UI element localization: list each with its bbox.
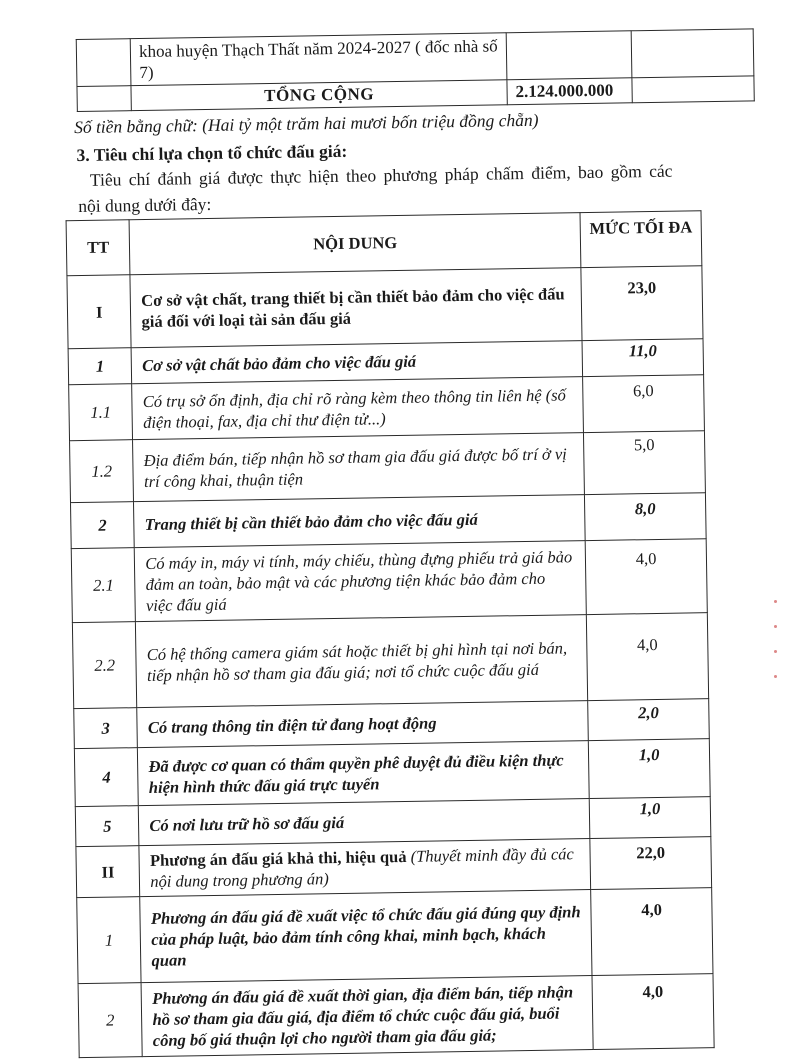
table-row bbox=[71, 539, 707, 623]
row-content: Có nơi lưu trữ hồ sơ đấu giá bbox=[139, 799, 590, 846]
row-max-score: 4,0 bbox=[592, 974, 714, 1050]
row-content-note: (Thuyết minh đầy đủ các nội dung trong phương án) bbox=[150, 844, 574, 891]
row-number: 2.1 bbox=[71, 548, 136, 623]
column-header-content: NỘI DUNG bbox=[129, 213, 581, 275]
row-max-score: 2,0 bbox=[588, 699, 709, 741]
section-heading: 3. Tiêu chí lựa chọn tổ chức đấu giá: bbox=[76, 140, 348, 166]
row-content: Có trang thông tin điện tử đang hoạt động bbox=[137, 701, 588, 748]
table-row bbox=[67, 266, 703, 349]
item-description: khoa huyện Thạch Thất năm 2024-2027 ( đốc nhà số 7) bbox=[130, 33, 506, 86]
row-max-score: 22,0 bbox=[590, 837, 712, 890]
table-row bbox=[78, 974, 714, 1058]
row-number: II bbox=[76, 846, 140, 898]
row-content: Phương án đấu giá đề xuất thời gian, địa điểm bán, tiếp nhận hồ sơ tham gia đấu giá, địa điểm tổ chức cuộc đấu giá, buổi công bố giá thuận lợi cho người tham gia đấu giá; bbox=[141, 976, 593, 1057]
row-content: Đã được cơ quan có thẩm quyền phê duyệt đủ điều kiện thực hiện hình thức đấu giá trực tuyến bbox=[138, 741, 590, 806]
row-content bbox=[139, 839, 591, 897]
row-max-score: 1,0 bbox=[588, 739, 710, 799]
row-max-score: 11,0 bbox=[582, 339, 703, 377]
table-row bbox=[74, 739, 710, 807]
table-cell bbox=[632, 76, 754, 103]
row-number: 4 bbox=[74, 748, 138, 807]
intro-text-line: Tiêu chí đánh giá được thực hiện theo phương pháp chấm điểm, bao gồm các bbox=[89, 160, 673, 190]
row-number: 1.2 bbox=[70, 440, 134, 503]
total-label: TỔNG CỘNG bbox=[131, 80, 507, 111]
row-number: 1.1 bbox=[69, 384, 133, 441]
total-amount: 2.124.000.000 bbox=[507, 78, 633, 105]
row-number: I bbox=[67, 275, 131, 349]
table-cell bbox=[631, 29, 753, 78]
row-number: 5 bbox=[75, 806, 139, 847]
row-number: 2.2 bbox=[72, 622, 137, 709]
row-content: Trang thiết bị cần thiết bảo đảm cho việc đấu giá bbox=[134, 495, 585, 548]
row-content-main: Phương án đấu giá khả thi, hiệu quả bbox=[149, 846, 407, 870]
row-number: 3 bbox=[74, 708, 138, 749]
row-max-score: 6,0 bbox=[583, 375, 705, 433]
row-content: Cơ sở vật chất, trang thiết bị cần thiết bảo đảm cho việc đấu giá đối với loại tài sản đấu giá bbox=[130, 268, 582, 348]
row-max-score: 5,0 bbox=[584, 431, 706, 495]
table-cell bbox=[76, 39, 131, 87]
intro-text-line: nội dung dưới đây: bbox=[78, 193, 212, 217]
criteria-table bbox=[66, 210, 715, 1058]
row-content: Phương án đấu giá đề xuất việc tổ chức đấu giá đúng quy định của pháp luật, bảo đảm tính công khai, minh bạch, khách quan bbox=[140, 890, 592, 983]
table-row bbox=[77, 888, 713, 984]
row-number: 2 bbox=[78, 983, 143, 1058]
row-max-score: 4,0 bbox=[585, 539, 707, 615]
row-max-score: 8,0 bbox=[585, 493, 707, 541]
scan-marks bbox=[774, 600, 778, 700]
row-content: Địa điểm bán, tiếp nhận hồ sơ tham gia đấu giá được bố trí ở vị trí công khai, thuận tiện bbox=[133, 433, 585, 502]
row-number: 1 bbox=[77, 897, 142, 984]
row-max-score: 1,0 bbox=[589, 797, 710, 839]
table-row bbox=[72, 613, 708, 709]
table-row bbox=[70, 431, 706, 503]
row-content: Có máy in, máy vi tính, máy chiếu, thùng đựng phiếu trả giá bảo đảm an toàn, bảo mật và các phương tiện khác bảo đảm cho việc đấu giá bbox=[135, 541, 587, 622]
table-cell bbox=[506, 31, 632, 80]
cost-summary-table bbox=[76, 28, 755, 112]
row-content: Cơ sở vật chất bảo đảm cho việc đấu giá bbox=[131, 341, 582, 384]
row-max-score: 4,0 bbox=[591, 888, 713, 976]
row-content: Có hệ thống camera giám sát hoặc thiết bị ghi hình tại nơi bán, tiếp nhận hồ sơ tham gia đấu giá; nơi tổ chức cuộc đấu giá bbox=[136, 615, 588, 708]
table-row bbox=[69, 375, 705, 441]
row-content: Có trụ sở ổn định, địa chỉ rõ ràng kèm theo thông tin liên hệ (số điện thoại, fax, địa chỉ thư điện tử...) bbox=[132, 377, 584, 440]
column-header-tt: TT bbox=[66, 220, 130, 276]
amount-in-words: Số tiền bằng chữ: (Hai tỷ một trăm hai mươi bốn triệu đồng chẵn) bbox=[73, 109, 539, 138]
table-header-row bbox=[66, 211, 702, 276]
row-number: 2 bbox=[71, 502, 135, 549]
column-header-max: MỨC TỐI ĐA bbox=[580, 211, 702, 268]
row-max-score: 23,0 bbox=[581, 266, 703, 341]
table-cell bbox=[77, 86, 131, 112]
row-max-score: 4,0 bbox=[587, 613, 709, 701]
row-number: 1 bbox=[68, 348, 132, 385]
